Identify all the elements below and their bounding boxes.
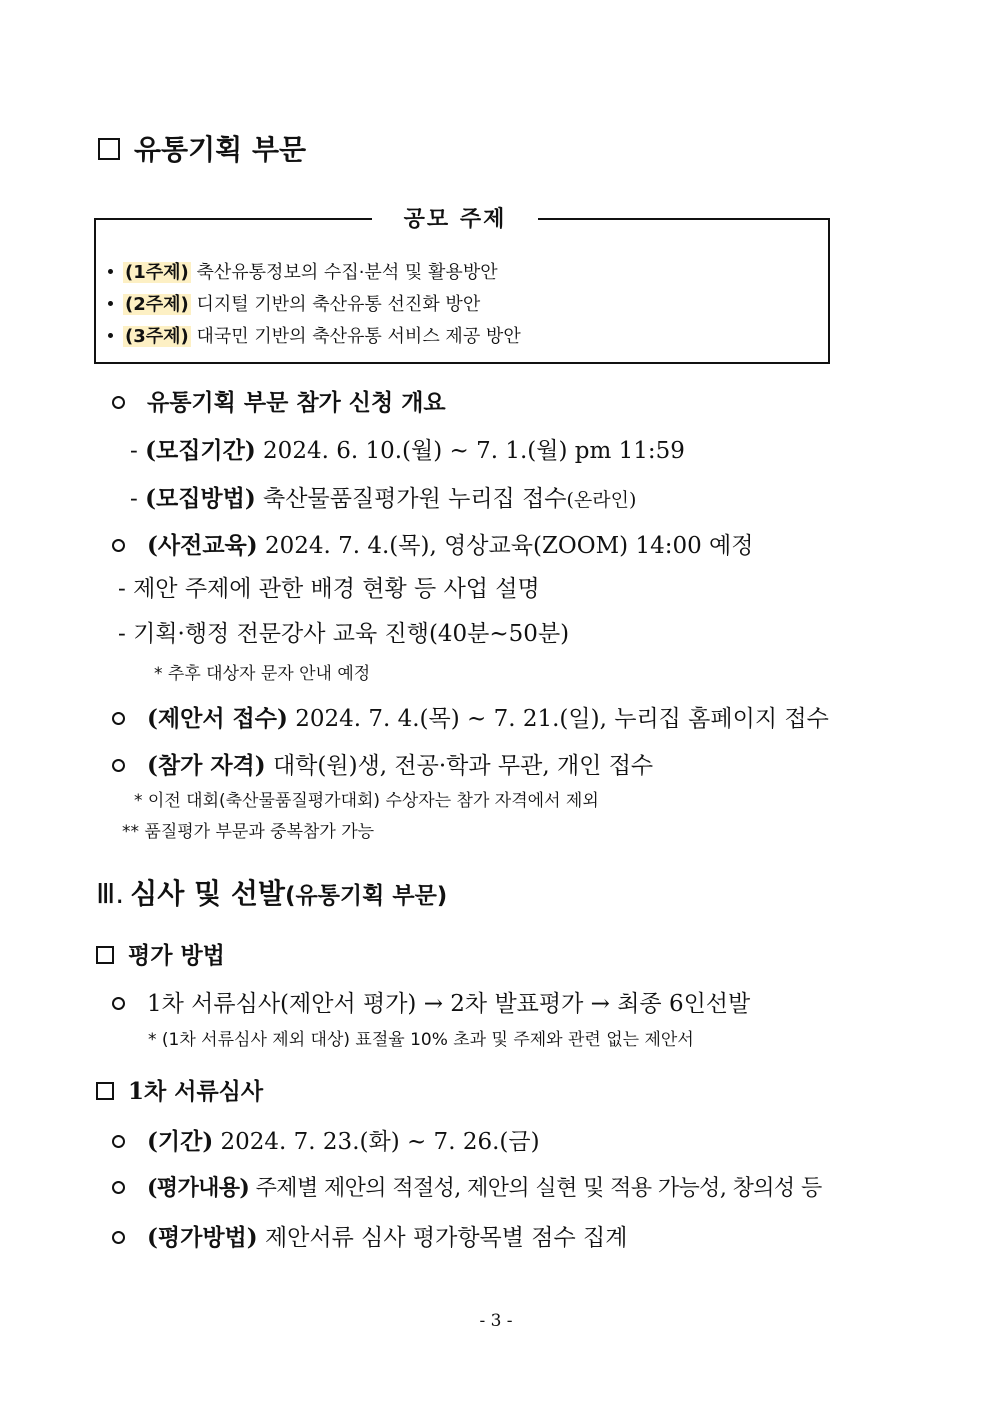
recruit-method-suffix: (온라인) <box>566 489 637 511</box>
pre-education-label: (사전교육) <box>147 532 258 559</box>
eligibility-text: 대학(원)생, 전공·학과 무관, 개인 접수 <box>272 753 654 779</box>
evaluation-flow-text: 1차 서류심사(제안서 평가) → 2차 발표평가 → 최종 6인선발 <box>147 991 751 1017</box>
topic-item <box>108 290 480 316</box>
first-screening-period-label: (기간) <box>147 1128 214 1155</box>
checkbox-square-icon <box>96 946 114 964</box>
section-3-numeral: Ⅲ. <box>96 877 125 910</box>
circle-bullet-icon <box>112 539 125 552</box>
circle-bullet-icon <box>112 759 125 772</box>
overview-title <box>112 384 446 417</box>
first-screening-content-text: 주제별 제안의 적절성, 제안의 실현 및 적용 가능성, 창의성 등 <box>255 1176 822 1201</box>
first-screening-period <box>112 1123 540 1156</box>
evaluation-note: * (1차 서류심사 제외 대상) 표절율 10% 초과 및 주제와 관련 없는 제안서 <box>148 1030 694 1050</box>
checkbox-square-icon <box>98 138 120 160</box>
circle-bullet-icon <box>112 1135 125 1148</box>
first-screening-heading-text: 1차 서류심사 <box>128 1078 264 1105</box>
circle-bullet-icon <box>112 396 125 409</box>
circle-bullet-icon <box>112 1231 125 1244</box>
evaluation-heading <box>96 937 225 970</box>
topic-item <box>108 322 521 348</box>
eligibility-note: * 이전 대회(축산물품질평가대회) 수상자는 참가 자격에서 제외 <box>134 791 599 811</box>
topic-text: 축산유통정보의 수집·분석 및 활용방안 <box>196 262 498 283</box>
first-screening-content <box>112 1171 822 1202</box>
topic-text: 디지털 기반의 축산유통 선진화 방안 <box>196 294 481 315</box>
circle-bullet-icon <box>112 997 125 1010</box>
section-3-title-suffix: (유통기획 부문) <box>284 883 448 909</box>
evaluation-heading-text: 평가 방법 <box>128 942 225 969</box>
first-screening-content-label: (평가내용) <box>147 1175 250 1201</box>
pre-education <box>112 527 754 560</box>
recruit-period-text: 2024. 6. 10.(월) ~ 7. 1.(월) pm 11:59 <box>263 438 685 464</box>
pre-education-sub: - 제안 주제에 관한 배경 현황 등 사업 설명 <box>118 576 540 602</box>
submission <box>112 700 829 733</box>
first-screening-method-text: 제안서류 심사 평가항목별 점수 집계 <box>264 1225 628 1251</box>
first-screening-period-text: 2024. 7. 23.(화) ~ 7. 26.(금) <box>220 1129 540 1155</box>
eligibility-label: (참가 자격) <box>147 752 266 779</box>
topic-tag: (3주제) <box>125 326 189 347</box>
section-heading-label: 유통기획 부문 <box>134 133 307 166</box>
topic-tag: (1주제) <box>125 262 189 283</box>
pre-education-sub: - 기획·행정 전문강사 교육 진행(40분~50분) <box>118 621 570 647</box>
evaluation-flow <box>112 985 750 1018</box>
topic-text: 대국민 기반의 축산유통 서비스 제공 방안 <box>196 326 521 347</box>
topic-box-title: 공모 주제 <box>372 202 538 233</box>
bullet-icon <box>108 301 113 306</box>
recruit-method: - (모집방법) 축산물품질평가원 누리집 접수(온라인) <box>130 485 637 512</box>
eligibility <box>112 747 653 780</box>
first-screening-method-label: (평가방법) <box>147 1224 258 1251</box>
first-screening-heading <box>96 1073 263 1106</box>
bullet-icon <box>108 333 113 338</box>
recruit-method-text: 축산물품질평가원 누리집 접수 <box>263 486 567 512</box>
submission-text: 2024. 7. 4.(목) ~ 7. 21.(일), 누리집 홈페이지 접수 <box>295 706 829 732</box>
section-3-title: 심사 및 선발 <box>130 877 285 910</box>
section-heading-distribution <box>98 128 306 168</box>
first-screening-method <box>112 1219 627 1252</box>
submission-label: (제안서 접수) <box>147 705 288 732</box>
checkbox-square-icon <box>96 1082 114 1100</box>
circle-bullet-icon <box>112 1181 125 1194</box>
eligibility-note: ** 품질평가 부문과 중복참가 가능 <box>122 822 375 842</box>
section-3-heading <box>96 872 447 912</box>
bullet-icon <box>108 269 113 274</box>
recruit-method-label: (모집방법) <box>145 485 256 512</box>
page-number: - 3 - <box>479 1311 513 1331</box>
pre-education-note: * 추후 대상자 문자 안내 예정 <box>154 664 371 684</box>
topic-item <box>108 258 498 284</box>
recruit-period: - (모집기간) 2024. 6. 10.(월) ~ 7. 1.(월) pm 11:59 <box>130 437 685 464</box>
pre-education-text: 2024. 7. 4.(목), 영상교육(ZOOM) 14:00 예정 <box>264 533 754 559</box>
overview-title-text: 유통기획 부문 참가 신청 개요 <box>147 389 446 416</box>
circle-bullet-icon <box>112 712 125 725</box>
recruit-period-label: (모집기간) <box>145 437 256 464</box>
topic-tag: (2주제) <box>125 294 189 315</box>
